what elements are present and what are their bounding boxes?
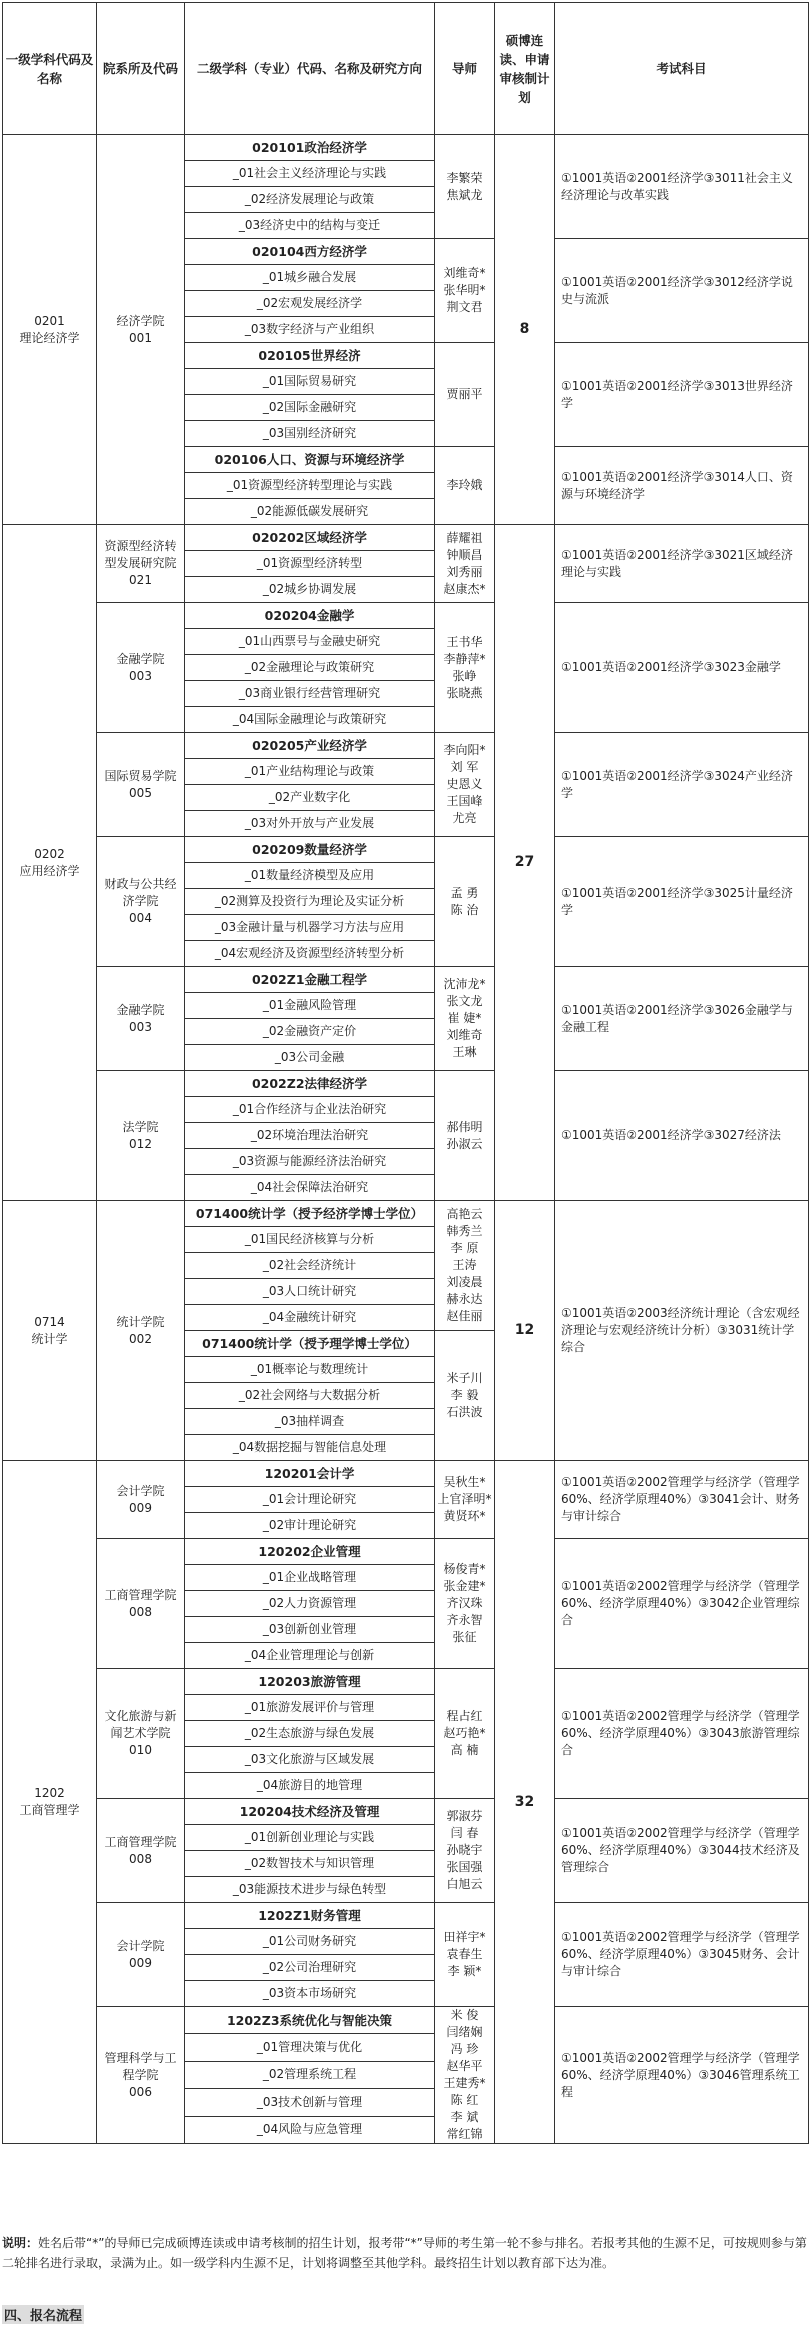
advisor-cell: 程占红 赵巧艳* 高 楠 xyxy=(435,1669,495,1799)
research-direction: _01国民经济核算与分析 xyxy=(185,1227,435,1253)
school-cell: 财政与公共经济学院 004 xyxy=(97,837,185,967)
table-row xyxy=(3,1539,809,1565)
research-direction: _03国别经济研究 xyxy=(185,421,435,447)
subject-title: 1202Z1财务管理 xyxy=(185,1903,435,1929)
advisor-cell: 刘维奇* 张华明* 荆文君 xyxy=(435,239,495,343)
research-direction: _03资源与能源经济法治研究 xyxy=(185,1149,435,1175)
school-cell: 会计学院 009 xyxy=(97,1461,185,1539)
research-direction: _01旅游发展评价与管理 xyxy=(185,1695,435,1721)
research-direction: _02金融理论与政策研究 xyxy=(185,655,435,681)
research-direction: _01金融风险管理 xyxy=(185,993,435,1019)
plan-cell: 8 xyxy=(495,135,555,525)
advisor-cell: 吴秋生* 上官泽明* 黄贤环* xyxy=(435,1461,495,1539)
exam-cell: ①1001英语②2002管理学与经济学（管理学60%、经济学原理40%）③3041会计、财务与审计综合 xyxy=(555,1461,809,1539)
research-direction: _03数字经济与产业组织 xyxy=(185,317,435,343)
level1-cell: 1202 工商管理学 xyxy=(3,1461,97,2144)
level1-cell: 0202 应用经济学 xyxy=(3,525,97,1201)
school-cell: 管理科学与工程学院 006 xyxy=(97,2007,185,2144)
research-direction: _01资源型经济转型理论与实践 xyxy=(185,473,435,499)
footnote xyxy=(2,2233,808,2273)
research-direction: _01产业结构理论与政策 xyxy=(185,759,435,785)
exam-cell: ①1001英语②2001经济学③3014人口、资源与环境经济学 xyxy=(555,447,809,525)
subject-title: 020205产业经济学 xyxy=(185,733,435,759)
subject-title: 120201会计学 xyxy=(185,1461,435,1487)
header-row xyxy=(3,3,809,135)
research-direction: _01概率论与数理统计 xyxy=(185,1357,435,1383)
header-advisor: 导师 xyxy=(435,3,495,135)
school-cell: 会计学院 009 xyxy=(97,1903,185,2007)
plan-cell: 27 xyxy=(495,525,555,1201)
research-direction: _01管理决策与优化 xyxy=(185,2034,435,2061)
school-cell: 国际贸易学院 005 xyxy=(97,733,185,837)
research-direction: _03能源技术进步与绿色转型 xyxy=(185,1877,435,1903)
research-direction: _03文化旅游与区域发展 xyxy=(185,1747,435,1773)
advisor-cell: 杨俊青* 张金建* 齐汉珠 齐永智 张征 xyxy=(435,1539,495,1669)
subject-title: 020106人口、资源与环境经济学 xyxy=(185,447,435,473)
research-direction: _01合作经济与企业法治研究 xyxy=(185,1097,435,1123)
research-direction: _04宏观经济及资源型经济转型分析 xyxy=(185,941,435,967)
subject-title: 020209数量经济学 xyxy=(185,837,435,863)
advisor-cell: 薛耀祖 钟顺昌 刘秀丽 赵康杰* xyxy=(435,525,495,603)
advisor-cell: 李向阳* 刘 军 史恩义 王国峰 尤亮 xyxy=(435,733,495,837)
advisor-cell: 高艳云 韩秀兰 李 原 王涛 刘凌晨 赫永达 赵佳丽 xyxy=(435,1201,495,1331)
exam-cell: ①1001英语②2001经济学③3024产业经济学 xyxy=(555,733,809,837)
advisor-cell: 李玲娥 xyxy=(435,447,495,525)
table-row xyxy=(3,1669,809,1695)
research-direction: _02审计理论研究 xyxy=(185,1513,435,1539)
footnote-label: 说明： xyxy=(2,2236,39,2250)
research-direction: _01公司财务研究 xyxy=(185,1929,435,1955)
research-direction: _02金融资产定价 xyxy=(185,1019,435,1045)
table-row xyxy=(3,733,809,759)
research-direction: _01山西票号与金融史研究 xyxy=(185,629,435,655)
school-cell: 金融学院 003 xyxy=(97,603,185,733)
plan-cell: 32 xyxy=(495,1461,555,2144)
advisor-cell: 田祥宇* 袁春生 李 颖* xyxy=(435,1903,495,2007)
research-direction: _03人口统计研究 xyxy=(185,1279,435,1305)
exam-cell: ①1001英语②2002管理学与经济学（管理学60%、经济学原理40%）③3044技术经济及管理综合 xyxy=(555,1799,809,1903)
research-direction: _03经济史中的结构与变迁 xyxy=(185,213,435,239)
research-direction: _01社会主义经济理论与实践 xyxy=(185,161,435,187)
research-direction: _02人力资源管理 xyxy=(185,1591,435,1617)
research-direction: _02经济发展理论与政策 xyxy=(185,187,435,213)
header-level2: 二级学科（专业）代码、名称及研究方向 xyxy=(185,3,435,135)
subject-title: 071400统计学（授予理学博士学位） xyxy=(185,1331,435,1357)
research-direction: _02环境治理法治研究 xyxy=(185,1123,435,1149)
subject-title: 071400统计学（授予经济学博士学位） xyxy=(185,1201,435,1227)
school-cell: 文化旅游与新闻艺术学院 010 xyxy=(97,1669,185,1799)
research-direction: _02产业数字化 xyxy=(185,785,435,811)
research-direction: _02管理系统工程 xyxy=(185,2061,435,2088)
exam-cell: ①1001英语②2002管理学与经济学（管理学60%、经济学原理40%）③3046管理系统工程 xyxy=(555,2007,809,2144)
plan-cell: 12 xyxy=(495,1201,555,1461)
exam-cell: ①1001英语②2001经济学③3025计量经济学 xyxy=(555,837,809,967)
research-direction: _04企业管理理论与创新 xyxy=(185,1643,435,1669)
research-direction: _02国际金融研究 xyxy=(185,395,435,421)
research-direction: _02城乡协调发展 xyxy=(185,577,435,603)
exam-cell: ①1001英语②2003经济统计理论（含宏观经济理论与宏观经济统计分析）③3031统计学综合 xyxy=(555,1201,809,1461)
subject-title: 0202Z1金融工程学 xyxy=(185,967,435,993)
subject-title: 120203旅游管理 xyxy=(185,1669,435,1695)
research-direction: _02数智技术与知识管理 xyxy=(185,1851,435,1877)
header-plan: 硕博连读、申请审核制计划 xyxy=(495,3,555,135)
research-direction: _04国际金融理论与政策研究 xyxy=(185,707,435,733)
table-row xyxy=(3,1903,809,1929)
research-direction: _01数量经济模型及应用 xyxy=(185,863,435,889)
research-direction: _04数据挖掘与智能信息处理 xyxy=(185,1435,435,1461)
subject-title: 020204金融学 xyxy=(185,603,435,629)
table-row xyxy=(3,1799,809,1825)
research-direction: _02能源低碳发展研究 xyxy=(185,499,435,525)
exam-cell: ①1001英语②2001经济学③3023金融学 xyxy=(555,603,809,733)
advisor-cell: 王书华 李静萍* 张峥 张晓燕 xyxy=(435,603,495,733)
research-direction: _04风险与应急管理 xyxy=(185,2116,435,2143)
research-direction: _04社会保障法治研究 xyxy=(185,1175,435,1201)
footnote-text: 姓名后带“*”的导师已完成硕博连读或申请考核制的招生计划，报考带“*”导师的考生第一轮不参与排名。若报考其他的生源不足，可按规则参与第二轮排名进行录取，录满为止。如一级学科内生源不足，计划将调整至其他学科。最终招生计划以教育部下达为准。 xyxy=(2,2236,807,2270)
school-cell: 资源型经济转型发展研究院 021 xyxy=(97,525,185,603)
table-row xyxy=(3,1461,809,1487)
school-cell: 工商管理学院 008 xyxy=(97,1799,185,1903)
advisor-cell: 米 俊 闫绪娴 冯 珍 赵华平 王建秀* 陈 红 李 斌 常红锦 xyxy=(435,2007,495,2144)
research-direction: _01国际贸易研究 xyxy=(185,369,435,395)
exam-cell: ①1001英语②2001经济学③3011社会主义经济理论与改革实践 xyxy=(555,135,809,239)
research-direction: _04金融统计研究 xyxy=(185,1305,435,1331)
table-row xyxy=(3,1201,809,1227)
subject-title: 1202Z3系统优化与智能决策 xyxy=(185,2007,435,2034)
school-cell: 经济学院 001 xyxy=(97,135,185,525)
school-cell: 金融学院 003 xyxy=(97,967,185,1071)
advisor-cell: 郭淑芬 闫 春 孙晓宇 张国强 白旭云 xyxy=(435,1799,495,1903)
advisor-cell: 孟 勇 陈 治 xyxy=(435,837,495,967)
subject-title: 120204技术经济及管理 xyxy=(185,1799,435,1825)
research-direction: _01会计理论研究 xyxy=(185,1487,435,1513)
research-direction: _01资源型经济转型 xyxy=(185,551,435,577)
subject-title: 020105世界经济 xyxy=(185,343,435,369)
exam-cell: ①1001英语②2001经济学③3012经济学说史与流派 xyxy=(555,239,809,343)
header-exam: 考试科目 xyxy=(555,3,809,135)
research-direction: _01城乡融合发展 xyxy=(185,265,435,291)
school-cell: 统计学院 002 xyxy=(97,1201,185,1461)
research-direction: _01企业战略管理 xyxy=(185,1565,435,1591)
table-row xyxy=(3,1071,809,1097)
advisor-cell: 贾丽平 xyxy=(435,343,495,447)
header-school: 院系所及代码 xyxy=(97,3,185,135)
exam-cell: ①1001英语②2001经济学③3027经济法 xyxy=(555,1071,809,1201)
exam-cell: ①1001英语②2002管理学与经济学（管理学60%、经济学原理40%）③3042企业管理综合 xyxy=(555,1539,809,1669)
advisor-cell: 沈沛龙* 张文龙 崔 婕* 刘维奇 王琳 xyxy=(435,967,495,1071)
research-direction: _03技术创新与管理 xyxy=(185,2089,435,2116)
research-direction: _02公司治理研究 xyxy=(185,1955,435,1981)
advisor-cell: 李繁荣 焦斌龙 xyxy=(435,135,495,239)
research-direction: _02宏观发展经济学 xyxy=(185,291,435,317)
subject-title: 120202企业管理 xyxy=(185,1539,435,1565)
exam-cell: ①1001英语②2001经济学③3013世界经济学 xyxy=(555,343,809,447)
table-row xyxy=(3,525,809,551)
advisor-cell: 郝伟明 孙淑云 xyxy=(435,1071,495,1201)
table-row xyxy=(3,135,809,161)
advisor-cell: 米子川 李 毅 石洪波 xyxy=(435,1331,495,1461)
exam-cell: ①1001英语②2001经济学③3026金融学与金融工程 xyxy=(555,967,809,1071)
subject-title: 020104西方经济学 xyxy=(185,239,435,265)
research-direction: _03公司金融 xyxy=(185,1045,435,1071)
subject-title: 020202区域经济学 xyxy=(185,525,435,551)
admission-table xyxy=(2,2,809,2144)
subject-title: 020101政治经济学 xyxy=(185,135,435,161)
research-direction: _03金融计量与机器学习方法与应用 xyxy=(185,915,435,941)
exam-cell: ①1001英语②2002管理学与经济学（管理学60%、经济学原理40%）③3045财务、会计与审计综合 xyxy=(555,1903,809,2007)
table-row xyxy=(3,603,809,629)
section-title: 四、报名流程 xyxy=(2,2305,84,2324)
school-cell: 法学院 012 xyxy=(97,1071,185,1201)
research-direction: _04旅游目的地管理 xyxy=(185,1773,435,1799)
research-direction: _02生态旅游与绿色发展 xyxy=(185,1721,435,1747)
research-direction: _01创新创业理论与实践 xyxy=(185,1825,435,1851)
header-level1: 一级学科代码及名称 xyxy=(3,3,97,135)
research-direction: _02测算及投资行为理论及实证分析 xyxy=(185,889,435,915)
research-direction: _03抽样调查 xyxy=(185,1409,435,1435)
research-direction: _03对外开放与产业发展 xyxy=(185,811,435,837)
exam-cell: ①1001英语②2002管理学与经济学（管理学60%、经济学原理40%）③3043旅游管理综合 xyxy=(555,1669,809,1799)
research-direction: _02社会网络与大数据分析 xyxy=(185,1383,435,1409)
table-row xyxy=(3,837,809,863)
school-cell: 工商管理学院 008 xyxy=(97,1539,185,1669)
research-direction: _03商业银行经营管理研究 xyxy=(185,681,435,707)
exam-cell: ①1001英语②2001经济学③3021区域经济理论与实践 xyxy=(555,525,809,603)
table-row xyxy=(3,2007,809,2034)
table-row xyxy=(3,967,809,993)
research-direction: _02社会经济统计 xyxy=(185,1253,435,1279)
research-direction: _03资本市场研究 xyxy=(185,1981,435,2007)
subject-title: 0202Z2法律经济学 xyxy=(185,1071,435,1097)
level1-cell: 0714 统计学 xyxy=(3,1201,97,1461)
level1-cell: 0201 理论经济学 xyxy=(3,135,97,525)
research-direction: _03创新创业管理 xyxy=(185,1617,435,1643)
